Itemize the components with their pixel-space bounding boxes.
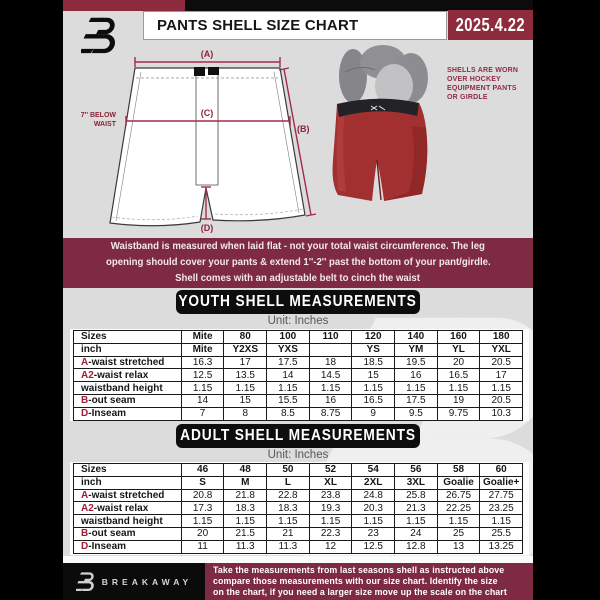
table-cell: 17 [224, 356, 267, 369]
table-cell: Mite [181, 331, 224, 344]
table-row [74, 540, 523, 553]
photo-caption-line: EQUIPMENT PANTS [447, 85, 517, 92]
table-row [74, 407, 523, 420]
table-cell: 1.15 [480, 515, 523, 528]
table-cell: 16 [309, 394, 352, 407]
table-cell: 12.5 [181, 369, 224, 382]
table-cell: 12 [309, 540, 352, 553]
diagram-label-b: (B) [297, 124, 310, 134]
row-label: inch [74, 476, 182, 489]
date-text: 2025.4.22 [455, 14, 526, 35]
table-cell: 18.3 [224, 502, 267, 515]
table-cell: 22.8 [267, 489, 310, 502]
table-cell: 20.5 [480, 394, 523, 407]
table-cell: 120 [352, 331, 395, 344]
table-cell: 1.15 [181, 515, 224, 528]
adult-section-banner [176, 424, 420, 448]
table-cell: YM [395, 343, 438, 356]
table-cell: 52 [309, 464, 352, 477]
table-cell: 19.3 [309, 502, 352, 515]
table-cell: 17.5 [267, 356, 310, 369]
row-label: A2-waist relax [74, 502, 182, 515]
waistband-notice-banner [63, 238, 533, 288]
table-cell: 15 [352, 369, 395, 382]
table-cell: 1.15 [224, 515, 267, 528]
table-cell: 16.5 [352, 394, 395, 407]
table-cell: 24 [395, 527, 438, 540]
youth-unit-label: Unit: Inches [267, 315, 329, 327]
table-cell: 13.25 [480, 540, 523, 553]
table-cell: 1.15 [267, 382, 310, 395]
table-cell: S [181, 476, 224, 489]
table-cell: 13 [437, 540, 480, 553]
table-cell: 20 [181, 527, 224, 540]
diagram-label-d: (D) [200, 223, 214, 233]
photo-caption-line: OVER HOCKEY [447, 76, 501, 83]
table-cell: YXS [267, 343, 310, 356]
table-cell: 20.5 [480, 356, 523, 369]
table-cell: 24.8 [352, 489, 395, 502]
footer [63, 563, 533, 600]
table-cell: YL [437, 343, 480, 356]
adult-measurements-table [73, 463, 523, 554]
table-cell: 1.15 [480, 382, 523, 395]
row-label: D-Inseam [74, 540, 182, 553]
adult-section-title: ADULT SHELL MEASUREMENTS [180, 427, 416, 444]
table-cell: YXL [480, 343, 523, 356]
table-row [74, 489, 523, 502]
table-cell: 17.5 [395, 394, 438, 407]
row-label: Sizes [74, 331, 182, 344]
table-cell [309, 343, 352, 356]
table-cell: 10.3 [480, 407, 523, 420]
below-waist-note-line2: WAIST [93, 121, 116, 128]
table-cell: 25.8 [395, 489, 438, 502]
table-cell: 1.15 [437, 382, 480, 395]
table-cell: 9.75 [437, 407, 480, 420]
table-cell: 8.5 [267, 407, 310, 420]
table-cell: 54 [352, 464, 395, 477]
row-label: A-waist stretched [74, 356, 182, 369]
table-row [74, 515, 523, 528]
header-maroon-strip [63, 0, 185, 11]
table-cell: 2XL [352, 476, 395, 489]
table-cell: 23.8 [309, 489, 352, 502]
table-cell: 1.15 [395, 382, 438, 395]
table-cell: Goalie+ [480, 476, 523, 489]
table-cell: 15 [224, 394, 267, 407]
table-cell: 22.25 [437, 502, 480, 515]
table-cell: 21.5 [224, 527, 267, 540]
row-label: B-out seam [74, 527, 182, 540]
row-label: D-Inseam [74, 407, 182, 420]
table-cell: 1.15 [352, 515, 395, 528]
table-cell: 7 [181, 407, 224, 420]
table-cell: 46 [181, 464, 224, 477]
table-row [74, 382, 523, 395]
table-cell: 50 [267, 464, 310, 477]
table-cell: 60 [480, 464, 523, 477]
breakaway-logo-icon [81, 13, 119, 57]
below-waist-note-line1: 7'' BELOW [81, 112, 116, 119]
adult-table-box [70, 462, 529, 555]
table-cell: 9 [352, 407, 395, 420]
table-cell: 18.5 [352, 356, 395, 369]
table-cell: 25.5 [480, 527, 523, 540]
row-label: B-out seam [74, 394, 182, 407]
row-label: waistband height [74, 515, 182, 528]
youth-section-banner [176, 290, 420, 314]
date-badge [448, 10, 533, 40]
notice-line: opening should cover your pants & extend 1''-2'' past the bottom of your pant/girdle. [105, 257, 491, 268]
table-row [74, 343, 523, 356]
footer-instructions [213, 566, 517, 598]
breakaway-logo-icon [76, 570, 96, 593]
table-cell: 26.75 [437, 489, 480, 502]
diagram-label-a: (A) [200, 49, 214, 59]
table-cell: 21.8 [224, 489, 267, 502]
table-cell: 140 [395, 331, 438, 344]
table-cell: 20.8 [181, 489, 224, 502]
table-cell: 18.3 [267, 502, 310, 515]
table-cell: 14.5 [309, 369, 352, 382]
table-cell: 1.15 [309, 382, 352, 395]
row-label: A2-waist relax [74, 369, 182, 382]
table-cell: 12.5 [352, 540, 395, 553]
photo-caption-line: OR GIRDLE [447, 94, 488, 101]
table-cell: 58 [437, 464, 480, 477]
table-cell: 56 [395, 464, 438, 477]
table-cell: 1.15 [267, 515, 310, 528]
table-cell: Y2XS [224, 343, 267, 356]
table-cell: 12.8 [395, 540, 438, 553]
notice-line: Waistband is measured when laid flat - not your total waist circumference. The leg [110, 241, 486, 252]
table-cell: 3XL [395, 476, 438, 489]
table-cell: 180 [480, 331, 523, 344]
table-cell: 48 [224, 464, 267, 477]
diagram-label-c: (C) [200, 108, 214, 118]
youth-section-title: YOUTH SHELL MEASUREMENTS [178, 293, 418, 310]
table-row [74, 502, 523, 515]
table-cell: 1.15 [224, 382, 267, 395]
adult-unit-label: Unit: Inches [267, 449, 329, 461]
table-row [74, 464, 523, 477]
photo-caption [447, 66, 531, 102]
table-cell: 19 [437, 394, 480, 407]
table-cell: 11 [181, 540, 224, 553]
table-cell: 15.5 [267, 394, 310, 407]
table-row [74, 356, 523, 369]
table-cell: 160 [437, 331, 480, 344]
table-cell: 19.5 [395, 356, 438, 369]
table-cell: 21 [267, 527, 310, 540]
table-cell: Goalie [437, 476, 480, 489]
table-row [74, 369, 523, 382]
table-cell: 21.3 [395, 502, 438, 515]
table-cell: 1.15 [437, 515, 480, 528]
table-cell: 11.3 [224, 540, 267, 553]
table-cell: 80 [224, 331, 267, 344]
table-cell: 17 [480, 369, 523, 382]
table-row [74, 476, 523, 489]
table-cell: 9.5 [395, 407, 438, 420]
table-cell: 13.5 [224, 369, 267, 382]
page-title-box [143, 11, 447, 40]
table-row [74, 527, 523, 540]
table-cell: 14 [267, 369, 310, 382]
brand-name: BREAKAWAY [101, 576, 193, 587]
youth-table-box [70, 329, 529, 421]
table-cell: 1.15 [181, 382, 224, 395]
row-label: waistband height [74, 382, 182, 395]
row-label: Sizes [74, 464, 182, 477]
table-cell: 8 [224, 407, 267, 420]
table-cell: XL [309, 476, 352, 489]
table-cell: 100 [267, 331, 310, 344]
table-cell: 17.3 [181, 502, 224, 515]
table-cell: 16.3 [181, 356, 224, 369]
table-cell: 1.15 [309, 515, 352, 528]
table-cell: Mite [181, 343, 224, 356]
table-row [74, 331, 523, 344]
row-label: inch [74, 343, 182, 356]
size-chart-page [63, 0, 533, 600]
table-cell: 16.5 [437, 369, 480, 382]
table-cell: 14 [181, 394, 224, 407]
footer-line: on the chart, if you need a larger size move up the scale on the chart [213, 586, 507, 598]
table-row [74, 394, 523, 407]
footer-logo-box [63, 563, 205, 600]
shorts-measurement-diagram [81, 45, 327, 237]
shell-photo [331, 42, 443, 218]
table-cell: YS [352, 343, 395, 356]
table-cell: 20.3 [352, 502, 395, 515]
table-cell: 16 [395, 369, 438, 382]
notice-line: Shell comes with an adjustable belt to cinch the waist [175, 273, 421, 284]
footer-line: compare those measurements with our size chart. Identify the size [213, 575, 498, 587]
photo-caption-line: SHELLS ARE WORN [447, 67, 519, 74]
page-title: PANTS SHELL SIZE CHART [157, 17, 359, 34]
table-cell: 18 [309, 356, 352, 369]
table-cell: M [224, 476, 267, 489]
table-cell: 23 [352, 527, 395, 540]
youth-measurements-table [73, 330, 523, 421]
table-cell: 8.75 [309, 407, 352, 420]
table-cell: 1.15 [395, 515, 438, 528]
footer-line: Take the measurements from last seasons shell as instructed above [213, 565, 505, 576]
table-cell: 27.75 [480, 489, 523, 502]
table-cell: 22.3 [309, 527, 352, 540]
table-cell: 25 [437, 527, 480, 540]
table-cell: 1.15 [352, 382, 395, 395]
table-cell: 110 [309, 331, 352, 344]
table-cell: 23.25 [480, 502, 523, 515]
row-label: A-waist stretched [74, 489, 182, 502]
footer-divider-strip [63, 556, 533, 563]
table-cell: 20 [437, 356, 480, 369]
table-cell: 11.3 [267, 540, 310, 553]
table-cell: L [267, 476, 310, 489]
